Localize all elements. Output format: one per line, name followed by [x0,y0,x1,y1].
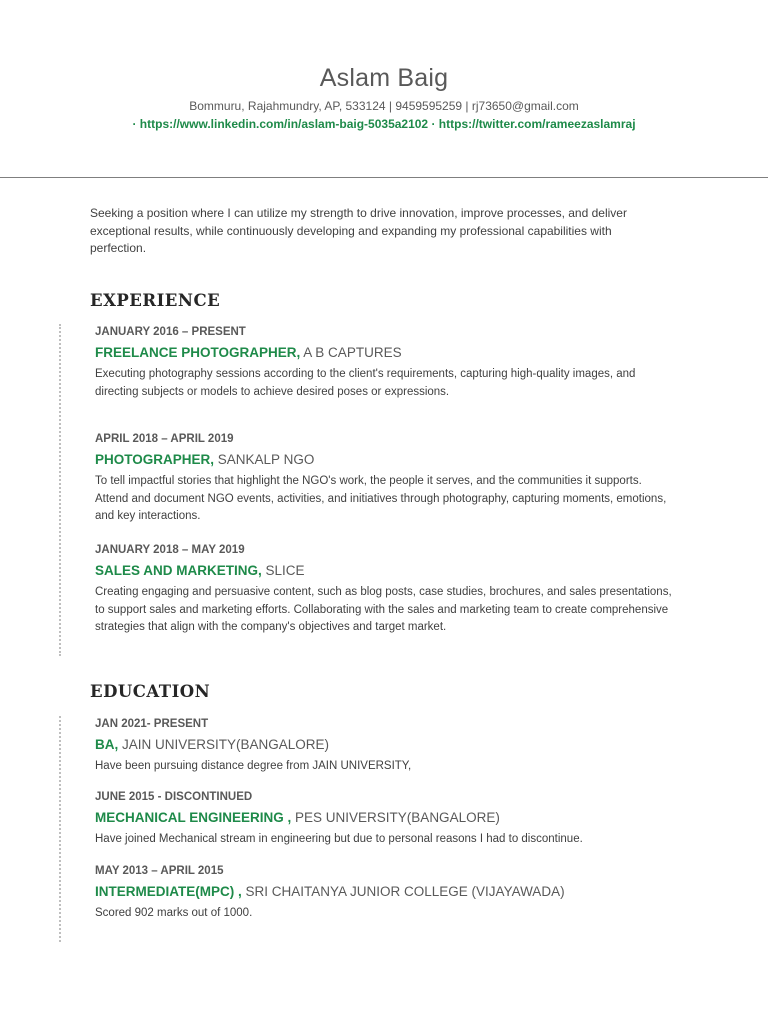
entry-role: PHOTOGRAPHER, [95,452,215,467]
education-entry [95,716,675,776]
entry-date: JANUARY 2018 – MAY 2019 [95,544,245,556]
link-separator: · [431,117,436,131]
entry-description: Executing photography sessions according to the client's requirements, capturing high-quality images, and directing subjects or models to achieve desired poses or expressions. [95,368,636,398]
entry-role: SALES AND MARKETING, [95,563,262,578]
candidate-name: Aslam Baig [319,64,449,92]
entry-date: APRIL 2018 – APRIL 2019 [95,433,234,445]
header-divider [0,177,768,178]
entry-date: JANUARY 2016 – PRESENT [95,326,246,338]
profile-links [0,116,768,132]
entry-title [95,808,675,828]
entry-degree: MECHANICAL ENGINEERING , [95,810,292,825]
linkedin-link[interactable]: https://www.linkedin.com/in/aslam-baig-5035a2102 [139,117,429,131]
education-dotted-rule [59,716,61,942]
link-separator: · [132,117,137,131]
entry-institution: PES UNIVERSITY(BANGALORE) [295,810,500,825]
objective-summary: Seeking a position where I can utilize my strength to drive innovation, improve processes, and deliver exceptional results, while continuously developing and expanding my professional capabilities with perfection. [90,206,627,255]
twitter-link[interactable]: https://twitter.com/rameezaslamraj [438,117,636,131]
entry-role: FREELANCE PHOTOGRAPHER, [95,345,301,360]
entry-description: To tell impactful stories that highlight the NGO's work, the people it serves, and the communities it supports. Attend and document NGO events, activities, and initiatives through photography, capturing moments, emotions, and key interactions. [95,475,667,522]
experience-heading: EXPERIENCE [90,291,221,310]
education-heading: EDUCATION [90,682,211,701]
education-entry [95,863,675,923]
entry-date: MAY 2013 – APRIL 2015 [95,865,224,877]
experience-entry [95,542,675,637]
entry-title [95,735,675,755]
entry-institution: JAIN UNIVERSITY(BANGALORE) [122,737,330,752]
contact-line: Bommuru, Rajahmundry, AP, 533124 | 9459595259 | rj73650@gmail.com [189,99,579,113]
education-entry [95,789,675,849]
experience-dotted-rule [59,324,61,656]
entry-title [95,343,675,363]
entry-date: JAN 2021- PRESENT [95,718,209,730]
entry-description: Scored 902 marks out of 1000. [95,907,253,919]
entry-description: Have joined Mechanical stream in engineering but due to personal reasons I had to discontinue. [95,833,583,845]
entry-description: Creating engaging and persuasive content, such as blog posts, case studies, brochures, and sales presentations, to support sales and marketing efforts. Collaborating with the sales and marketing team to create comprehensive strategies that align with the company's objectives and target market. [95,586,672,633]
entry-title [95,450,675,470]
entry-degree: BA, [95,737,119,752]
entry-description: Have been pursuing distance degree from JAIN UNIVERSITY, [95,760,412,772]
experience-entry [95,431,675,526]
entry-date: JUNE 2015 - DISCONTINUED [95,791,253,803]
entry-organization: A B CAPTURES [303,345,402,360]
entry-organization: SANKALP NGO [217,452,315,467]
entry-title [95,882,675,902]
entry-degree: INTERMEDIATE(MPC) , [95,884,242,899]
resume-header [0,62,768,132]
entry-title [95,561,675,581]
entry-institution: SRI CHAITANYA JUNIOR COLLEGE (VIJAYAWADA) [245,884,565,899]
entry-organization: SLICE [265,563,305,578]
experience-entry [95,324,675,401]
